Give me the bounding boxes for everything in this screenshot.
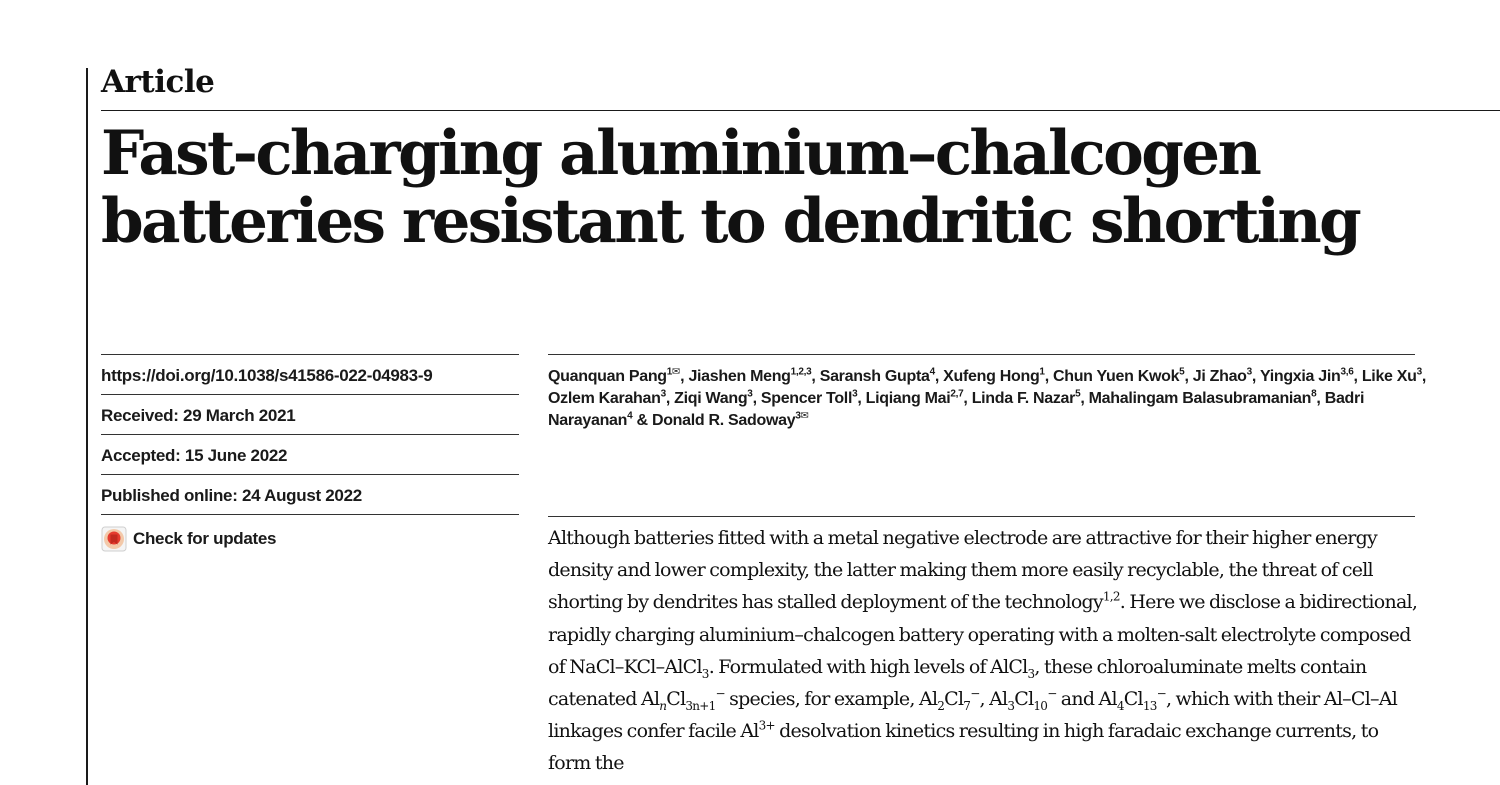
abstract-script: 3 [1027, 666, 1035, 681]
author-name[interactable]: Donald R. Sadoway [651, 412, 796, 429]
corresponding-author-envelope-icon[interactable]: ✉ [800, 410, 809, 422]
author-affiliation: 5 [1179, 366, 1185, 378]
header-rule [101, 110, 1500, 111]
corresponding-author-envelope-icon[interactable]: ✉ [672, 366, 681, 378]
abstract-text-run: Cl [1123, 688, 1143, 711]
abstract-text-run: . Here we disclose a bidirectional, rapidly charging aluminium–chalcogen battery operating with a molten-salt electrolyte composed of NaCl–KCl–AlCl [548, 591, 1418, 678]
author-name[interactable]: Ji Zhao [1192, 368, 1247, 385]
author-affiliation: 4 [929, 366, 935, 378]
check-for-updates-icon [101, 526, 127, 552]
section-label: Article [101, 64, 215, 100]
author-list: Quanquan Pang$^{1✉}$, Jiashen Meng$^{1,2,3}$, Saransh Gupta$^4$, Xufeng Hong$^1$, Chun Yuen Kwok$^5$, Ji Zhao$^3$, Yingxia Jin$^{3,6}$, Like Xu$^3$, Ozlem Karahan$^3$, Ziqi Wang$^3$, Spencer Toll$^3$, Liqiang Mai$^{2,7}$, Linda F. Nazar$^5$, Mahalingam Balasubramanian$^8$, Badri Narayanan$^4$ & Donald R. Sadoway$^{3✉}$ [548, 366, 1427, 429]
abstract-text [548, 522, 1418, 780]
abstract-text-run: , these chloroaluminate melts contain catenated Al [548, 655, 1367, 711]
author-affiliation: 4 [627, 410, 633, 422]
abstract-text-run: and Al [1056, 688, 1117, 711]
abstract-text-run: Cl [944, 688, 964, 711]
abstract-script: n [659, 698, 667, 713]
author-name[interactable]: Yingxia Jin [1259, 368, 1341, 385]
author-affiliation: 3 [795, 410, 801, 422]
author-affiliation: 1 [1039, 366, 1045, 378]
abstract-script: − [1156, 686, 1166, 701]
author-affiliation: 1,2,3 [790, 366, 812, 378]
abstract-script: 3n+1 [685, 698, 716, 713]
abstract-text-run: Cl [1014, 688, 1034, 711]
author-affiliation: 3,6 [1340, 366, 1354, 378]
abstract-script: 1,2 [1102, 590, 1120, 605]
doi-link[interactable]: https://doi.org/10.1038/s41586-022-04983-9 [101, 354, 519, 394]
author-affiliation: 1 [666, 366, 673, 378]
author-name[interactable]: Badri Narayanan [548, 390, 1365, 429]
author-affiliation: 3 [852, 388, 858, 400]
abstract-script: 13 [1142, 698, 1157, 713]
abstract-text-run: desolvation kinetics resulting in high faradaic exchange currents, to form the [548, 720, 1379, 775]
author-affiliation: 3 [660, 388, 666, 400]
abstract-script: − [715, 686, 725, 701]
author-name[interactable]: Chun Yuen Kwok [1052, 368, 1180, 385]
author-name[interactable]: Spencer Toll [760, 390, 853, 407]
author-name[interactable]: Linda F. Nazar [971, 390, 1076, 407]
abstract-text-run: . Formulated with high levels of AlCl [708, 655, 1028, 678]
received-date: Received: 29 March 2021 [101, 394, 519, 434]
abstract-text-run: Although batteries fitted with a metal negative electrode are attractive for their higher energy density and lower complexity, the latter making them more easily recyclable, the threat of cell shorting by dendrites has stalled deployment of the technology [548, 527, 1378, 614]
abstract-rule [548, 516, 1415, 517]
abstract-script: 4 [1116, 698, 1124, 713]
abstract-script: 3+ [758, 718, 775, 733]
article-title: Fast-charging aluminium–chalcogen batteries resistant to dendritic shorting [101, 118, 1360, 257]
abstract-text-run: , which with their Al–Cl–Al linkages confer facile Al [548, 688, 1398, 743]
abstract-script: 3 [701, 666, 709, 681]
abstract-script: − [1047, 686, 1057, 701]
abstract-script: 2 [937, 698, 945, 713]
author-name[interactable]: Mahalingam Balasubramanian [1088, 390, 1312, 407]
abstract-script: 7 [963, 698, 971, 713]
author-name[interactable]: Like Xu [1361, 368, 1417, 385]
accepted-date: Accepted: 15 June 2022 [101, 434, 519, 474]
abstract-text-run: species, for example, Al [724, 688, 938, 711]
author-affiliation: 2,7 [950, 388, 964, 400]
author-name[interactable]: Ziqi Wang [674, 390, 748, 407]
abstract-text-run: Cl [666, 688, 686, 711]
abstract-script: 3 [1007, 698, 1015, 713]
author-name[interactable]: Xufeng Hong [943, 368, 1040, 385]
abstract-script: − [970, 686, 980, 701]
article-metadata [101, 354, 519, 554]
authors-rule [548, 354, 1415, 355]
author-affiliation: 5 [1075, 388, 1081, 400]
author-name[interactable]: Ozlem Karahan [548, 390, 661, 407]
author-name[interactable]: Jiashen Meng [688, 368, 791, 385]
abstract-text-run: , Al [979, 688, 1008, 711]
left-margin-rule [86, 68, 88, 785]
author-affiliation: 3 [1416, 366, 1422, 378]
author-affiliation: 3 [747, 388, 753, 400]
author-name[interactable]: Liqiang Mai [865, 390, 951, 407]
author-affiliation: 3 [1246, 366, 1252, 378]
author-affiliation: 8 [1311, 388, 1317, 400]
author-name[interactable]: Quanquan Pang [548, 368, 667, 385]
check-for-updates-label: Check for updates [133, 528, 277, 548]
abstract-script: 10 [1033, 698, 1048, 713]
author-name[interactable]: Saransh Gupta [819, 368, 930, 385]
check-for-updates-link[interactable] [101, 514, 519, 554]
published-date: Published online: 24 August 2022 [101, 474, 519, 514]
